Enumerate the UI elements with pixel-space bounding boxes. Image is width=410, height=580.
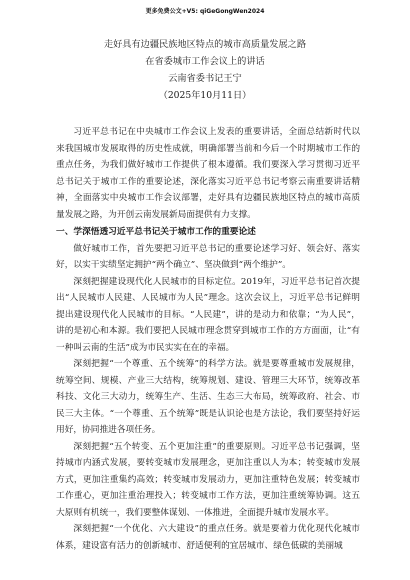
paragraph: 深刻把握“一个优化、六大建设”的重点任务。就是要着力优化现代化城市体系，建设富有活力的创新城市、舒适便利的宜居城市、绿色低碳的美丽城: [56, 524, 360, 551]
paragraph: 习近平总书记在中央城市工作会议上发表的重要讲话，全面总结新时代以来我国城市发展取得的历史性成就，明确部署当前和今后一个时期城市工作的重点任务，为我们做好城市工作提供了根本遵循。我们要深入学习贯彻习近平总书记关于城市工作的重要论述，深化落实习近平总书记考察云南重要讲话精神，全面落实中央城市工作会议部署，走好具有边疆民族地区特点的城市高质量发展之路，为开创云南发展新局面提供有力支撑。: [56, 127, 360, 220]
document-author: 云南省委书记王宁: [168, 73, 242, 84]
document-title: 走好具有边疆民族地区特点的城市高质量发展之路: [103, 39, 307, 50]
document-date: （2025年10月11日）: [158, 90, 252, 101]
paragraph: 做好城市工作，首先要把习近平总书记的重要论述学习好、领会好、落实好，以实干实绩坚定拥护“两个确立”、坚决做到“两个维护”。: [56, 243, 360, 270]
document-subtitle: 在省委城市工作会议上的讲话: [145, 56, 265, 67]
paragraph: 深刻把握“一个尊重、五个统筹”的科学方法。就是要尊重城市发展规律，统筹空间、规模、产业三大结构，统筹规划、建设、管理三大环节，统筹改革科技、文化三大动力，统筹生产、生活、生态三大布局，统筹政府、社会、市民三大主体。“一个尊重、五个统筹”既是认识论也是方法论，我们要坚持好运用好，协同推进各项任务。: [56, 359, 360, 435]
paragraph: 深刻把握建设现代化人民城市的目标定位。2019年，习近平总书记首次提出“人民城市人民建、人民城市为人民”理念。这次会议上，习近平总书记鲜明提出建设现代化人民城市的目标。“人民建”，讲的是动力和依靠；“为人民”，讲的是初心和本源。我们要把人民城市理念贯穿到城市工作的方方面面，让“有一种叫云南的生活”成为市民实实在在的幸福。: [56, 276, 360, 353]
section-heading: 一、学深悟透习近平总书记关于城市工作的重要论述: [56, 227, 256, 237]
paragraph: 深刻把握“五个转变、五个更加注重”的重要原则。习近平总书记强调，坚持城市内涵式发展，要转变城市发展理念，更加注重以人为本；转变城市发展方式，更加注重集约高效；转变城市发展动力，更加注重特色发展；转变城市工作重心，更加注重治理投入；转变城市工作方法，更加注重统筹协调。这五大原则有机统一，我们要整体谋划、一体推进，全面提升城市发展水平。: [56, 441, 360, 518]
header-note: 更多免费公文+V5: qiGeGongWen2024: [145, 8, 265, 15]
document-body: [56, 124, 360, 554]
title-block: [0, 36, 410, 104]
